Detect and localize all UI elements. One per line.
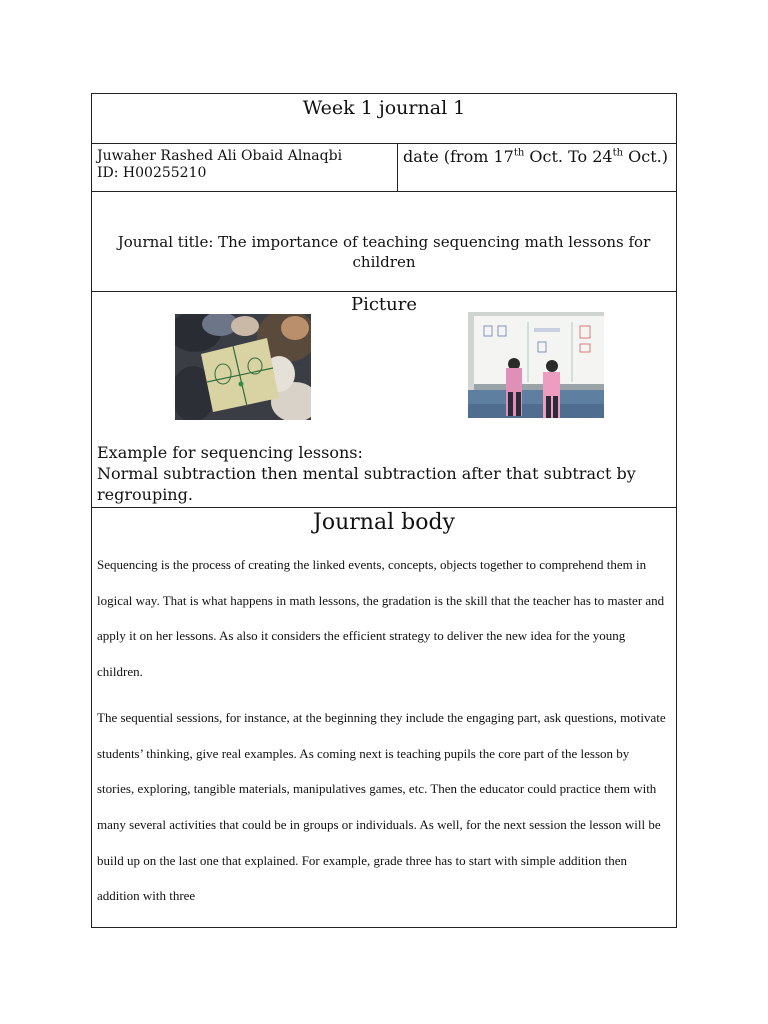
- body-paragraph-2: The sequential sessions, for instance, at the beginning they include the engaging part, ask questions, motivate students’ thinking, give real examples. As coming next is teaching pupils the core part of the lesson by stories, exploring, tangible materials, manipulatives games, etc. Then the educator could practice them with many several activities that could be in groups or individuals. As well, for the next session the lesson will be build up on the last one that explained. For example, grade three has to start with simple addition then addition with three: [97, 709, 666, 904]
- journal-body-row: [92, 508, 676, 927]
- info-row: [92, 144, 676, 192]
- title-row: [92, 94, 676, 144]
- author-cell: [97, 148, 392, 182]
- example-text: [97, 442, 673, 505]
- cell-divider: [397, 144, 398, 191]
- whiteboard-students-photo: [468, 312, 604, 418]
- date-sup-start: th: [513, 147, 525, 159]
- date-sup-end: th: [612, 147, 624, 159]
- date-suffix: Oct.): [623, 147, 668, 166]
- picture-label: Picture: [350, 294, 418, 315]
- author-name: Juwaher Rashed Ali Obaid Alnaqbi: [97, 148, 343, 164]
- journal-title: Journal title: The importance of teaching sequencing math lessons for children: [117, 233, 651, 271]
- journal-document: [91, 93, 677, 928]
- date-cell: [403, 147, 668, 167]
- picture-row: [92, 292, 676, 508]
- date-prefix: date (from 17: [403, 147, 514, 166]
- example-description: Normal subtraction then mental subtraction after that subtract by regrouping.: [97, 464, 636, 504]
- classroom-floor-photo: [175, 314, 311, 420]
- student-id: ID: H00255210: [97, 165, 207, 181]
- body-paragraph-1: Sequencing is the process of creating the linked events, concepts, objects together to comprehend them in logical way. That is what happens in math lessons, the gradation is the skill that the teacher has to master and apply it on her lessons. As also it considers the efficient strategy to deliver the new idea for the young children.: [97, 557, 665, 680]
- journal-body-heading: Journal body: [313, 510, 455, 535]
- example-heading: Example for sequencing lessons:: [97, 443, 363, 462]
- date-middle: Oct. To 24: [524, 147, 613, 166]
- journal-title-row: [92, 192, 676, 292]
- week-title: Week 1 journal 1: [302, 97, 466, 119]
